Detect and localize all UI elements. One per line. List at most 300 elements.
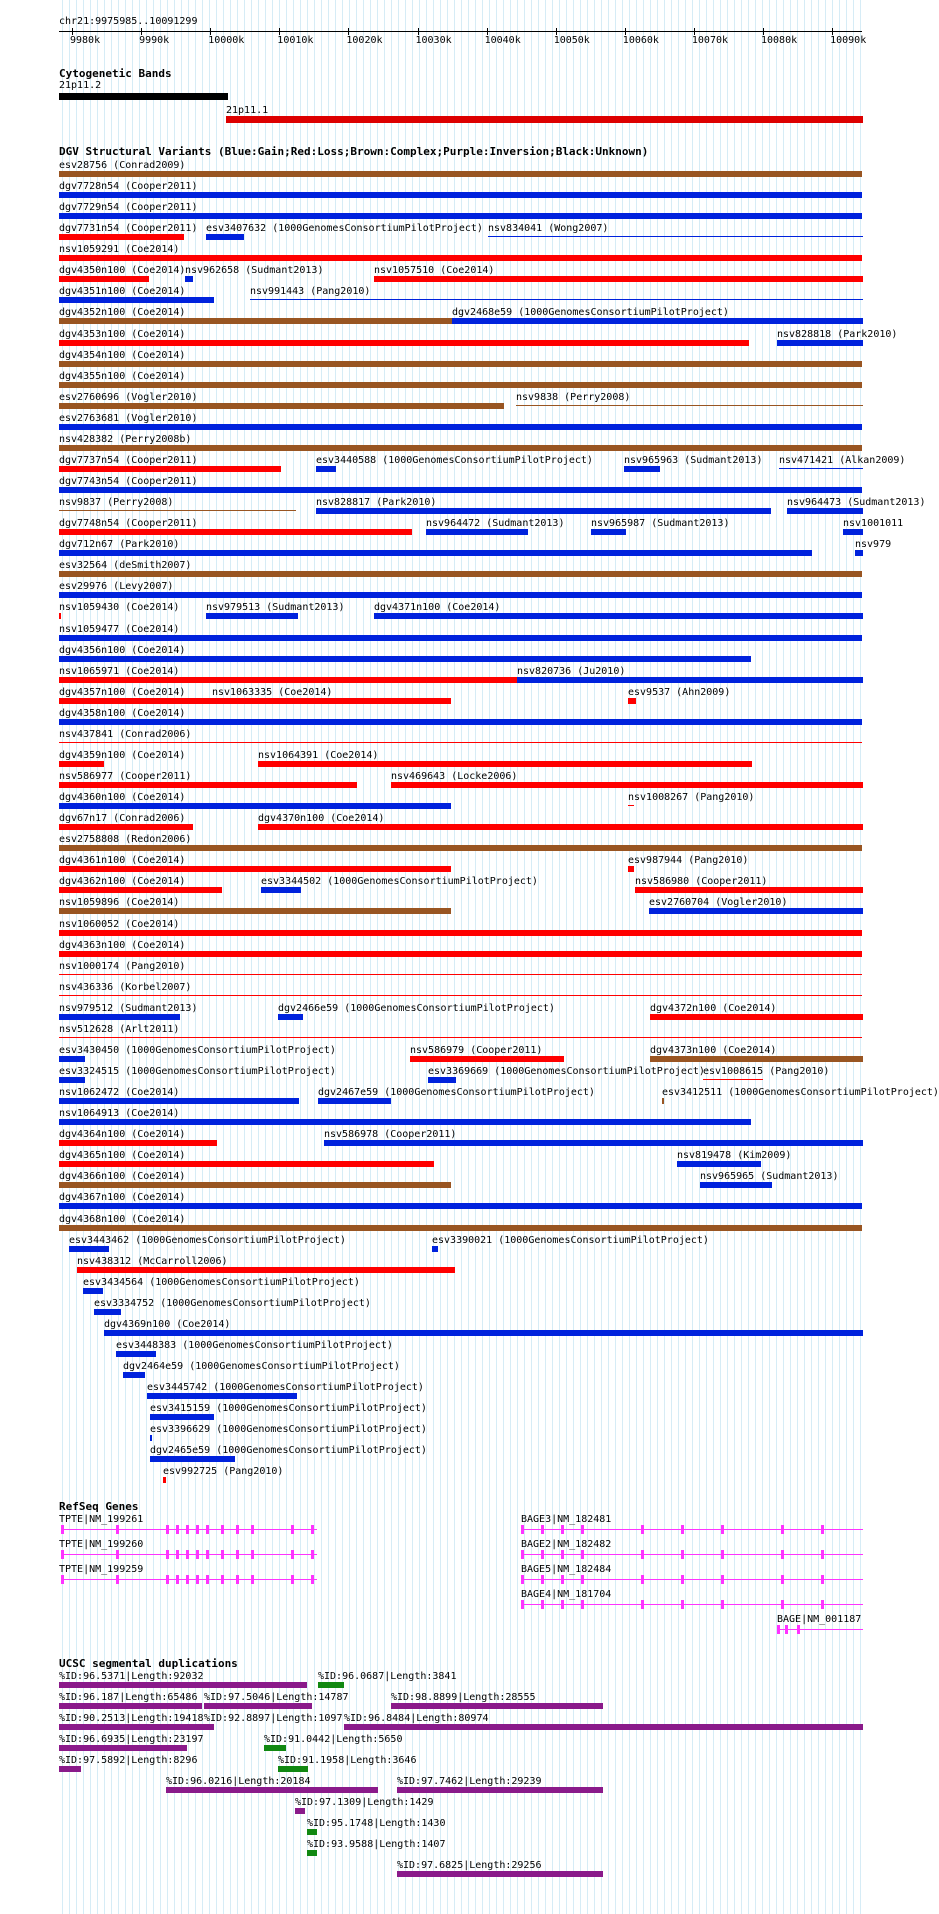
dgv-variant-bar[interactable] <box>150 1435 152 1441</box>
gene-exon[interactable] <box>311 1525 314 1534</box>
dgv-variant-bar[interactable] <box>59 930 862 936</box>
dgv-variant-bar[interactable] <box>185 276 193 282</box>
grid-line <box>804 0 805 1914</box>
dgv-variant-bar[interactable] <box>278 1014 303 1020</box>
dgv-variant-bar[interactable] <box>59 974 862 975</box>
dgv-variant-bar[interactable] <box>591 529 626 535</box>
gene-exon[interactable] <box>541 1550 544 1559</box>
dgv-variant-bar[interactable] <box>250 299 863 300</box>
dgv-variant-bar[interactable] <box>59 1014 180 1020</box>
dgv-variant-bar[interactable] <box>59 1161 434 1167</box>
gene-exon[interactable] <box>541 1525 544 1534</box>
gene-exon[interactable] <box>251 1550 254 1559</box>
segdup-label: %ID:97.5892|Length:8296 <box>59 1755 198 1766</box>
gene-exon[interactable] <box>521 1550 524 1559</box>
dgv-variant-bar[interactable] <box>83 1288 103 1294</box>
gene-exon[interactable] <box>196 1550 199 1559</box>
dgv-variant-bar[interactable] <box>59 571 862 577</box>
dgv-variant-bar[interactable] <box>59 908 451 914</box>
dgv-variant-bar[interactable] <box>59 361 862 367</box>
grid-line <box>629 0 630 1914</box>
grid-line <box>482 0 483 1914</box>
dgv-variant-label: nsv828818 (Park2010) <box>777 329 898 340</box>
dgv-variant-label: dgv2465e59 (1000GenomesConsortiumPilotProject) <box>150 1445 427 1456</box>
dgv-variant-bar[interactable] <box>374 613 863 619</box>
gene-exon[interactable] <box>186 1525 189 1534</box>
gene-exon[interactable] <box>236 1525 239 1534</box>
gene-intron-line[interactable] <box>521 1554 863 1555</box>
grid-line <box>216 0 217 1914</box>
dgv-variant-label: nsv828817 (Park2010) <box>316 497 437 508</box>
dgv-variant-label: dgv4356n100 (Coe2014) <box>59 645 186 656</box>
dgv-variant-bar[interactable] <box>258 824 863 830</box>
dgv-variant-bar[interactable] <box>59 529 412 535</box>
dgv-variant-label: esv987944 (Pang2010) <box>628 855 749 866</box>
segdup-label: %ID:96.8484|Length:80974 <box>344 1713 489 1724</box>
dgv-variant-bar[interactable] <box>59 340 749 346</box>
dgv-variant-label: nsv1064391 (Coe2014) <box>258 750 379 761</box>
grid-line <box>608 0 609 1914</box>
gene-exon[interactable] <box>781 1550 784 1559</box>
dgv-variant-bar[interactable] <box>316 466 336 472</box>
dgv-variant-label: nsv586979 (Cooper2011) <box>410 1045 543 1056</box>
gene-exon[interactable] <box>116 1550 119 1559</box>
gene-exon[interactable] <box>681 1575 684 1584</box>
segdup-bar[interactable] <box>318 1682 344 1688</box>
dgv-variant-bar[interactable] <box>703 1079 763 1080</box>
grid-line <box>727 0 728 1914</box>
dgv-variant-bar[interactable] <box>59 635 862 641</box>
dgv-variant-label: esv2760704 (Vogler2010) <box>649 897 788 908</box>
dgv-variant-bar[interactable] <box>147 1393 297 1399</box>
segdup-bar[interactable] <box>307 1850 317 1856</box>
dgv-variant-bar[interactable] <box>777 340 863 346</box>
gene-exon[interactable] <box>821 1600 824 1609</box>
dgv-variant-bar[interactable] <box>59 550 812 556</box>
dgv-variant-label: dgv4357n100 (Coe2014) <box>59 687 186 698</box>
gene-exon[interactable] <box>186 1575 189 1584</box>
segdup-label: %ID:96.5371|Length:92032 <box>59 1671 204 1682</box>
grid-line <box>839 0 840 1914</box>
gene-intron-line[interactable] <box>61 1554 317 1555</box>
dgv-variant-label: esv992725 (Pang2010) <box>163 1466 284 1477</box>
dgv-variant-bar[interactable] <box>163 1477 166 1483</box>
gene-exon[interactable] <box>781 1525 784 1534</box>
grid-line <box>692 0 693 1914</box>
dgv-variant-bar[interactable] <box>628 698 636 704</box>
dgv-variant-bar[interactable] <box>432 1246 438 1252</box>
grid-line <box>650 0 651 1914</box>
gene-exon[interactable] <box>176 1575 179 1584</box>
cytoband-bar[interactable] <box>59 93 228 100</box>
dgv-variant-bar[interactable] <box>59 487 862 493</box>
grid-line <box>503 0 504 1914</box>
dgv-variant-bar[interactable] <box>94 1309 121 1315</box>
dgv-variant-label: nsv512628 (Arlt2011) <box>59 1024 180 1035</box>
dgv-variant-bar[interactable] <box>650 1014 863 1020</box>
dgv-variant-bar[interactable] <box>59 824 193 830</box>
dgv-variant-label: esv3334752 (1000GenomesConsortiumPilotProject) <box>94 1298 371 1309</box>
dgv-variant-label: nsv1059430 (Coe2014) <box>59 602 180 613</box>
gene-exon[interactable] <box>781 1575 784 1584</box>
dgv-variant-bar[interactable] <box>843 529 863 535</box>
gene-exon[interactable] <box>291 1525 294 1534</box>
dgv-variant-bar[interactable] <box>426 529 528 535</box>
gene-exon[interactable] <box>641 1525 644 1534</box>
dgv-variant-bar[interactable] <box>59 782 357 788</box>
gene-exon[interactable] <box>166 1575 169 1584</box>
dgv-variant-bar[interactable] <box>59 951 862 957</box>
gene-exon[interactable] <box>561 1550 564 1559</box>
gene-exon[interactable] <box>196 1525 199 1534</box>
segdup-bar[interactable] <box>59 1745 187 1751</box>
segdup-bar[interactable] <box>204 1724 214 1730</box>
gene-label: BAGE2|NM_182482 <box>521 1539 612 1550</box>
grid-line <box>405 0 406 1914</box>
grid-line <box>699 0 700 1914</box>
dgv-variant-bar[interactable] <box>59 1077 85 1083</box>
dgv-variant-bar[interactable] <box>59 761 104 767</box>
ruler-tick-label: 9990k <box>139 35 170 46</box>
segdup-bar[interactable] <box>59 1766 81 1772</box>
gene-exon[interactable] <box>581 1600 584 1609</box>
segdup-label: %ID:97.7462|Length:29239 <box>397 1776 542 1787</box>
ruler-tick <box>832 28 833 35</box>
dgv-variant-bar[interactable] <box>59 887 222 893</box>
dgv-variant-bar[interactable] <box>59 1119 751 1125</box>
dgv-variant-bar[interactable] <box>59 866 451 872</box>
gene-exon[interactable] <box>581 1550 584 1559</box>
dgv-variant-bar[interactable] <box>624 466 660 472</box>
gene-exon[interactable] <box>721 1600 724 1609</box>
cytoband-bar[interactable] <box>226 116 863 123</box>
grid-line <box>790 0 791 1914</box>
gene-exon[interactable] <box>681 1525 684 1534</box>
gene-exon[interactable] <box>797 1625 800 1634</box>
dgv-variant-bar[interactable] <box>428 1077 456 1083</box>
gene-exon[interactable] <box>721 1575 724 1584</box>
segdup-label: %ID:92.8897|Length:1097 <box>204 1713 343 1724</box>
dgv-variant-bar[interactable] <box>59 592 862 598</box>
dgv-variant-bar[interactable] <box>59 613 61 619</box>
grid-line <box>769 0 770 1914</box>
gene-exon[interactable] <box>311 1550 314 1559</box>
dgv-variant-label: dgv712n67 (Park2010) <box>59 539 180 550</box>
gene-exon[interactable] <box>236 1575 239 1584</box>
dgv-variant-label: esv3390021 (1000GenomesConsortiumPilotProject) <box>432 1235 709 1246</box>
gene-exon[interactable] <box>781 1600 784 1609</box>
gene-intron-line[interactable] <box>61 1529 317 1530</box>
gene-exon[interactable] <box>521 1600 524 1609</box>
gene-exon[interactable] <box>166 1550 169 1559</box>
dgv-variant-label: dgv4364n100 (Coe2014) <box>59 1129 186 1140</box>
dgv-variant-bar[interactable] <box>261 887 301 893</box>
dgv-variant-bar[interactable] <box>59 742 862 743</box>
dgv-variant-bar[interactable] <box>59 318 452 324</box>
dgv-variant-label: esv2763681 (Vogler2010) <box>59 413 198 424</box>
grid-line <box>209 0 210 1914</box>
ruler-tick <box>210 28 211 35</box>
gene-exon[interactable] <box>61 1575 64 1584</box>
dgv-variant-bar[interactable] <box>206 613 298 619</box>
dgv-variant-label: dgv2466e59 (1000GenomesConsortiumPilotProject) <box>278 1003 555 1014</box>
dgv-variant-bar[interactable] <box>59 1056 85 1062</box>
gene-exon[interactable] <box>166 1525 169 1534</box>
segdup-bar[interactable] <box>391 1703 603 1709</box>
grid-line <box>643 0 644 1914</box>
dgv-variant-bar[interactable] <box>59 403 504 409</box>
dgv-variant-bar[interactable] <box>59 424 862 430</box>
dgv-variant-bar[interactable] <box>258 761 752 767</box>
gene-exon[interactable] <box>291 1550 294 1559</box>
dgv-variant-bar[interactable] <box>59 213 862 219</box>
dgv-variant-label: nsv586977 (Cooper2011) <box>59 771 192 782</box>
dgv-variant-label: nsv9838 (Perry2008) <box>516 392 631 403</box>
grid-line <box>461 0 462 1914</box>
ruler-tick-label: 10070k <box>691 35 729 46</box>
gene-exon[interactable] <box>777 1625 780 1634</box>
dgv-variant-label: dgv4365n100 (Coe2014) <box>59 1150 186 1161</box>
dgv-variant-label: nsv979 <box>855 539 892 550</box>
gene-intron-line[interactable] <box>521 1604 863 1605</box>
dgv-variant-label: esv3396629 (1000GenomesConsortiumPilotProject) <box>150 1424 427 1435</box>
segdup-bar[interactable] <box>397 1787 603 1793</box>
gene-exon[interactable] <box>521 1575 524 1584</box>
gene-exon[interactable] <box>641 1600 644 1609</box>
dgv-variant-bar[interactable] <box>116 1351 156 1357</box>
gene-exon[interactable] <box>206 1550 209 1559</box>
dgv-variant-bar[interactable] <box>150 1414 214 1420</box>
gene-exon[interactable] <box>561 1525 564 1534</box>
dgv-variant-bar[interactable] <box>69 1246 109 1252</box>
gene-exon[interactable] <box>311 1575 314 1584</box>
dgv-variant-label: dgv4368n100 (Coe2014) <box>59 1214 186 1225</box>
segdup-bar[interactable] <box>307 1829 317 1835</box>
segdup-bar[interactable] <box>278 1766 308 1772</box>
segdup-bar[interactable] <box>166 1787 378 1793</box>
gene-intron-line[interactable] <box>777 1629 863 1630</box>
dgv-variant-label: dgv7743n54 (Cooper2011) <box>59 476 198 487</box>
dgv-variant-bar[interactable] <box>59 1098 299 1104</box>
gene-exon[interactable] <box>721 1550 724 1559</box>
segdup-bar[interactable] <box>397 1871 603 1877</box>
dgv-variant-bar[interactable] <box>123 1372 145 1378</box>
gene-exon[interactable] <box>291 1575 294 1584</box>
dgv-variant-bar[interactable] <box>59 1225 862 1231</box>
dgv-variant-bar[interactable] <box>700 1182 772 1188</box>
dgv-variant-bar[interactable] <box>59 995 862 996</box>
dgv-variant-bar[interactable] <box>59 255 862 261</box>
gene-exon[interactable] <box>221 1525 224 1534</box>
dgv-variant-bar[interactable] <box>59 1140 217 1146</box>
grid-line <box>202 0 203 1914</box>
gene-exon[interactable] <box>641 1550 644 1559</box>
dgv-variant-bar[interactable] <box>517 677 863 683</box>
dgv-variant-bar[interactable] <box>779 468 863 469</box>
dgv-variant-bar[interactable] <box>787 508 863 514</box>
dgv-variant-label: esv32564 (deSmith2007) <box>59 560 192 571</box>
dgv-variant-bar[interactable] <box>628 866 634 872</box>
dgv-variant-bar[interactable] <box>649 908 863 914</box>
dgv-variant-bar[interactable] <box>77 1267 455 1273</box>
dgv-variant-bar[interactable] <box>59 656 751 662</box>
grid-line <box>454 0 455 1914</box>
grid-line <box>538 0 539 1914</box>
dgv-variant-label: nsv1062472 (Coe2014) <box>59 1087 180 1098</box>
cytoband-track-title: Cytogenetic Bands <box>59 67 172 80</box>
dgv-variant-bar[interactable] <box>650 1056 863 1062</box>
dgv-variant-bar[interactable] <box>59 382 862 388</box>
dgv-variant-label: dgv4373n100 (Coe2014) <box>650 1045 777 1056</box>
dgv-variant-label: dgv4352n100 (Coe2014) <box>59 307 186 318</box>
gene-exon[interactable] <box>561 1600 564 1609</box>
grid-line <box>475 0 476 1914</box>
dgv-variant-bar[interactable] <box>374 276 863 282</box>
ruler-tick <box>72 28 73 35</box>
dgv-variant-bar[interactable] <box>206 234 244 240</box>
segdup-label: %ID:93.9588|Length:1407 <box>307 1839 446 1850</box>
grid-line <box>860 0 861 1914</box>
gene-label: TPTE|NM_199260 <box>59 1539 144 1550</box>
grid-line <box>832 0 833 1914</box>
dgv-variant-bar[interactable] <box>150 1456 235 1462</box>
gene-exon[interactable] <box>581 1575 584 1584</box>
dgv-variant-label: esv3448383 (1000GenomesConsortiumPilotProject) <box>116 1340 393 1351</box>
dgv-variant-bar[interactable] <box>59 276 149 282</box>
gene-exon[interactable] <box>61 1550 64 1559</box>
gene-exon[interactable] <box>186 1550 189 1559</box>
gene-exon[interactable] <box>821 1575 824 1584</box>
gene-exon[interactable] <box>236 1550 239 1559</box>
segdup-bar[interactable] <box>59 1703 202 1709</box>
dgv-variant-bar[interactable] <box>410 1056 564 1062</box>
dgv-variant-bar[interactable] <box>59 1203 862 1209</box>
dgv-variant-bar[interactable] <box>59 297 214 303</box>
dgv-variant-label: nsv965987 (Sudmant2013) <box>591 518 730 529</box>
gene-intron-line[interactable] <box>61 1579 317 1580</box>
segdup-bar[interactable] <box>59 1682 307 1688</box>
segdup-label: %ID:95.1748|Length:1430 <box>307 1818 446 1829</box>
grid-line <box>391 0 392 1914</box>
gene-exon[interactable] <box>641 1575 644 1584</box>
dgv-variant-bar[interactable] <box>628 805 634 806</box>
dgv-variant-label: esv3407632 (1000GenomesConsortiumPilotProject) <box>206 223 483 234</box>
dgv-variant-bar[interactable] <box>488 236 863 237</box>
dgv-variant-label: dgv2468e59 (1000GenomesConsortiumPilotProject) <box>452 307 729 318</box>
dgv-variant-label: dgv7729n54 (Cooper2011) <box>59 202 198 213</box>
dgv-variant-bar[interactable] <box>324 1140 863 1146</box>
dgv-variant-bar[interactable] <box>59 803 451 809</box>
gene-exon[interactable] <box>61 1525 64 1534</box>
gene-intron-line[interactable] <box>521 1579 863 1580</box>
gene-exon[interactable] <box>821 1525 824 1534</box>
dgv-variant-label: dgv7748n54 (Cooper2011) <box>59 518 198 529</box>
dgv-variant-bar[interactable] <box>516 405 863 406</box>
dgv-variant-bar[interactable] <box>59 845 862 851</box>
gene-exon[interactable] <box>176 1525 179 1534</box>
dgv-variant-bar[interactable] <box>59 510 296 511</box>
dgv-variant-label: esv3434564 (1000GenomesConsortiumPilotProject) <box>83 1277 360 1288</box>
gene-exon[interactable] <box>116 1525 119 1534</box>
dgv-variant-label: nsv436336 (Korbel2007) <box>59 982 192 993</box>
grid-line <box>818 0 819 1914</box>
gene-label: BAGE3|NM_182481 <box>521 1514 612 1525</box>
segdup-bar[interactable] <box>264 1745 286 1751</box>
gene-exon[interactable] <box>785 1625 788 1634</box>
gene-exon[interactable] <box>251 1525 254 1534</box>
dgv-variant-bar[interactable] <box>662 1098 664 1104</box>
gene-exon[interactable] <box>821 1550 824 1559</box>
segdup-bar[interactable] <box>295 1808 305 1814</box>
gene-intron-line[interactable] <box>521 1529 863 1530</box>
grid-line <box>580 0 581 1914</box>
gene-exon[interactable] <box>206 1575 209 1584</box>
dgv-variant-label: esv3324515 (1000GenomesConsortiumPilotProject) <box>59 1066 336 1077</box>
dgv-variant-bar[interactable] <box>452 318 863 324</box>
dgv-variant-bar[interactable] <box>104 1330 863 1336</box>
dgv-variant-bar[interactable] <box>212 698 392 704</box>
dgv-variant-label: nsv820736 (Ju2010) <box>517 666 626 677</box>
dgv-variant-label: nsv586978 (Cooper2011) <box>324 1129 457 1140</box>
dgv-variant-bar[interactable] <box>59 171 862 177</box>
segdup-bar[interactable] <box>344 1724 863 1730</box>
segdup-label: %ID:97.5046|Length:14787 <box>204 1692 349 1703</box>
dgv-variant-bar[interactable] <box>59 445 862 451</box>
dgv-variant-bar[interactable] <box>318 1098 391 1104</box>
gene-exon[interactable] <box>581 1525 584 1534</box>
dgv-variant-bar[interactable] <box>855 550 863 556</box>
dgv-variant-label: esv3440588 (1000GenomesConsortiumPilotProject) <box>316 455 593 466</box>
dgv-variant-bar[interactable] <box>59 466 281 472</box>
dgv-variant-bar[interactable] <box>635 887 863 893</box>
dgv-variant-label: nsv1059896 (Coe2014) <box>59 897 180 908</box>
dgv-variant-bar[interactable] <box>391 782 863 788</box>
ruler-tick <box>348 28 349 35</box>
dgv-variant-label: dgv4354n100 (Coe2014) <box>59 350 186 361</box>
gene-exon[interactable] <box>221 1575 224 1584</box>
gene-exon[interactable] <box>721 1525 724 1534</box>
dgv-variant-bar[interactable] <box>59 719 862 725</box>
gene-exon[interactable] <box>541 1575 544 1584</box>
ruler-tick-label: 10020k <box>346 35 383 46</box>
gene-exon[interactable] <box>521 1525 524 1534</box>
gene-exon[interactable] <box>681 1550 684 1559</box>
dgv-variant-bar[interactable] <box>59 1182 451 1188</box>
dgv-variant-label: nsv965965 (Sudmant2013) <box>700 1171 839 1182</box>
gene-exon[interactable] <box>251 1575 254 1584</box>
dgv-variant-bar[interactable] <box>59 1037 862 1038</box>
dgv-variant-bar[interactable] <box>316 508 771 514</box>
ruler-tick <box>763 28 764 35</box>
gene-exon[interactable] <box>221 1550 224 1559</box>
dgv-variant-bar[interactable] <box>59 192 862 198</box>
gene-exon[interactable] <box>196 1575 199 1584</box>
segdup-bar[interactable] <box>204 1703 312 1709</box>
dgv-variant-bar[interactable] <box>677 1161 761 1167</box>
dgv-variant-bar[interactable] <box>59 234 184 240</box>
grid-line <box>713 0 714 1914</box>
gene-exon[interactable] <box>176 1550 179 1559</box>
grid-line <box>853 0 854 1914</box>
gene-exon[interactable] <box>206 1525 209 1534</box>
dgv-variant-label: nsv1001011 <box>843 518 904 529</box>
gene-exon[interactable] <box>561 1575 564 1584</box>
gene-exon[interactable] <box>541 1600 544 1609</box>
gene-exon[interactable] <box>681 1600 684 1609</box>
dgv-variant-label: nsv1059477 (Coe2014) <box>59 624 180 635</box>
segdup-bar[interactable] <box>59 1724 214 1730</box>
gene-exon[interactable] <box>116 1575 119 1584</box>
